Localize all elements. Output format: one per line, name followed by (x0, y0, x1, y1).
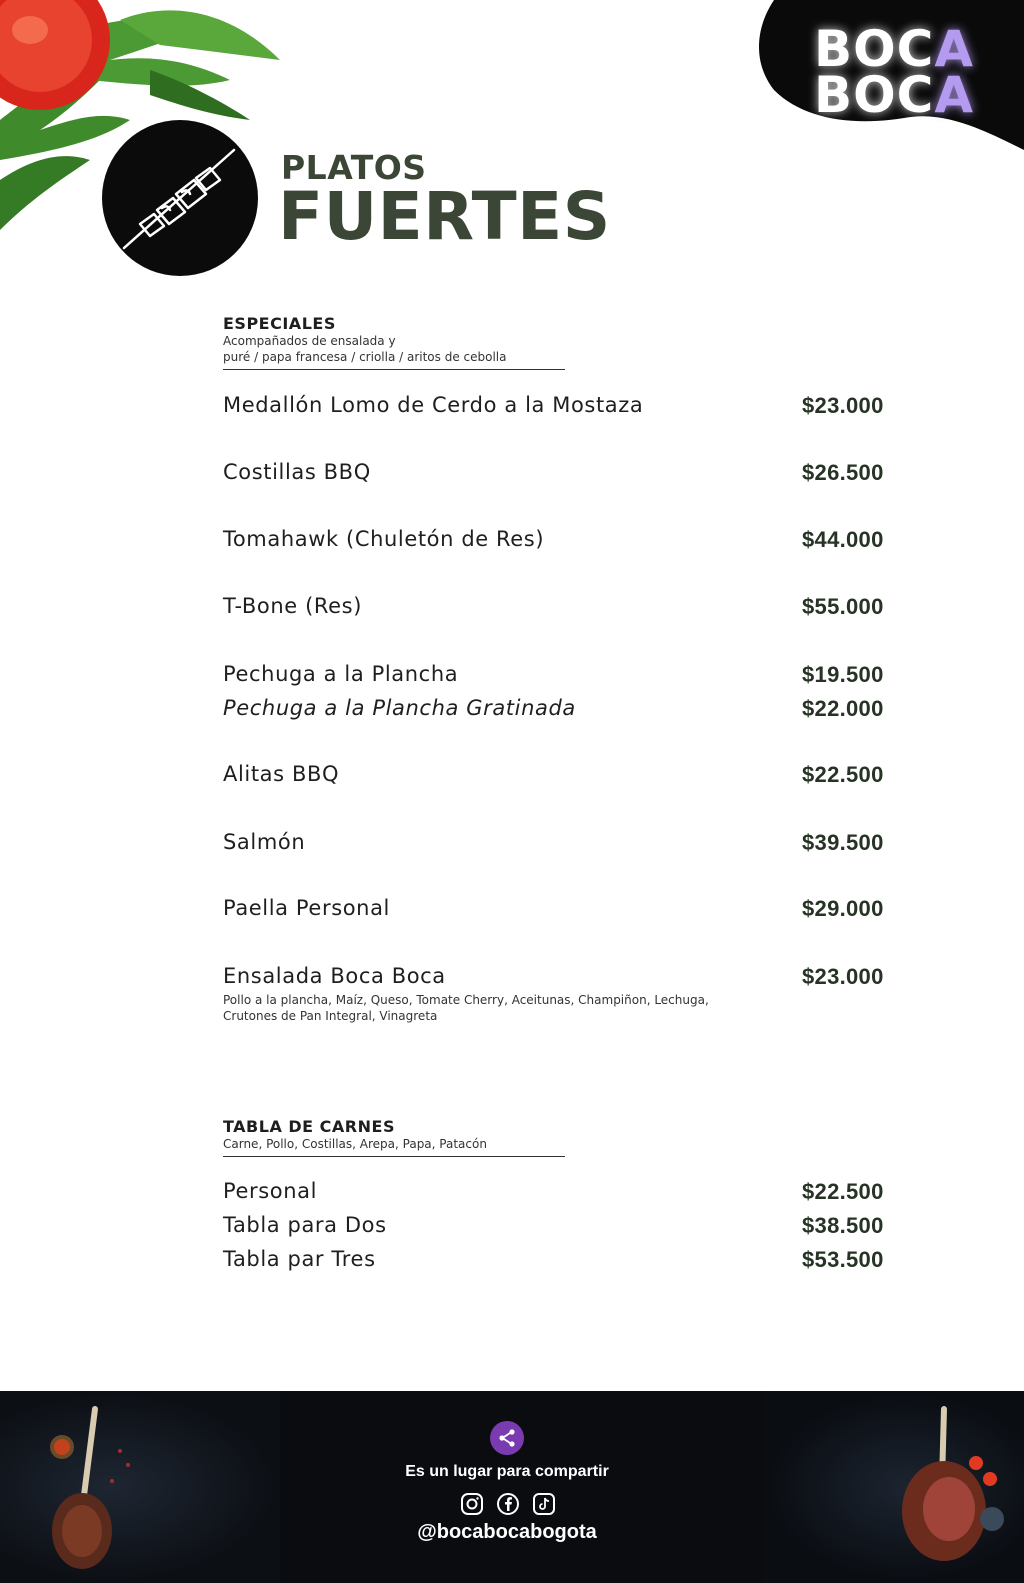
instagram-link[interactable] (459, 1491, 485, 1517)
social-handle: @bocabocabogota (417, 1521, 597, 1543)
item-description-line: Crutones de Pan Integral, Vinagreta (223, 1009, 438, 1023)
item-price: $38.500 (802, 1213, 884, 1238)
facebook-icon (496, 1492, 520, 1516)
menu-item (223, 964, 913, 1024)
item-price: $53.500 (802, 1247, 884, 1272)
section-subtitle: Acompañados de ensalada y (223, 334, 396, 348)
instagram-icon (460, 1492, 484, 1516)
section-header-especiales (223, 314, 565, 370)
section-header-tabla (223, 1117, 565, 1157)
section-subtitle: puré / papa francesa / criolla / aritos de cebolla (223, 350, 507, 364)
item-price: $22.500 (802, 1179, 884, 1204)
item-price: $23.000 (802, 964, 884, 989)
footer-tagline: Es un lugar para compartir (405, 1463, 609, 1480)
item-name: Tomahawk (Chuletón de Res) (223, 527, 545, 551)
page-title-small: PLATOS (281, 148, 427, 187)
steak-illustration (0, 1391, 280, 1583)
item-price: $22.500 (802, 762, 884, 787)
item-name: T-Bone (Res) (223, 594, 362, 618)
menu-item (223, 662, 913, 686)
item-price: $29.000 (802, 896, 884, 921)
item-price: $55.000 (802, 594, 884, 619)
skewer-icon (102, 120, 258, 276)
item-name: Tabla par Tres (223, 1247, 376, 1271)
item-name: Pechuga a la Plancha Gratinada (223, 696, 576, 720)
share-icon (497, 1428, 517, 1448)
item-name: Pechuga a la Plancha (223, 662, 459, 686)
logo-line2: BOC (814, 66, 935, 124)
item-price: $44.000 (802, 527, 884, 552)
section-subtitle: Carne, Pollo, Costillas, Arepa, Papa, Patacón (223, 1137, 487, 1151)
menu-item (223, 1247, 913, 1271)
logo-line2-accent: A (934, 66, 975, 124)
item-price: $19.500 (802, 662, 884, 687)
item-price: $22.000 (802, 696, 884, 721)
footer (0, 1391, 1024, 1583)
section-title: TABLA DE CARNES (223, 1117, 395, 1136)
facebook-link[interactable] (495, 1491, 521, 1517)
footer-steak-image-left (0, 1391, 280, 1583)
logo-line1-accent: A (934, 20, 975, 78)
brand-logo (814, 20, 984, 124)
menu-item (223, 527, 913, 551)
share-button[interactable] (490, 1421, 524, 1455)
steak-illustration (764, 1391, 1024, 1583)
tiktok-link[interactable] (531, 1491, 557, 1517)
item-price: $23.000 (802, 393, 884, 418)
item-name: Medallón Lomo de Cerdo a la Mostaza (223, 393, 644, 417)
menu-item (223, 1213, 913, 1237)
footer-steak-image-right (764, 1391, 1024, 1583)
social-links (459, 1491, 557, 1517)
item-name: Ensalada Boca Boca (223, 964, 446, 988)
menu-item (223, 1179, 913, 1203)
skewer-icon-badge (102, 120, 258, 276)
menu-item (223, 830, 913, 854)
menu-item (223, 696, 913, 720)
item-name: Personal (223, 1179, 318, 1203)
item-description (223, 992, 763, 1024)
item-description-line: Pollo a la plancha, Maíz, Queso, Tomate Cherry, Aceitunas, Champiñon, Lechuga, (223, 993, 709, 1007)
menu-item (223, 896, 913, 920)
item-name: Alitas BBQ (223, 762, 340, 786)
item-name: Paella Personal (223, 896, 390, 920)
item-price: $39.500 (802, 830, 884, 855)
menu-item (223, 460, 913, 484)
tiktok-icon (532, 1492, 556, 1516)
logo-line1: BOC (814, 20, 935, 78)
item-name: Tabla para Dos (223, 1213, 387, 1237)
section-title: ESPECIALES (223, 314, 336, 333)
item-name: Salmón (223, 830, 306, 854)
item-name: Costillas BBQ (223, 460, 371, 484)
menu-item (223, 393, 913, 417)
menu-item (223, 762, 913, 786)
page-title: FUERTES (278, 178, 611, 255)
item-price: $26.500 (802, 460, 884, 485)
menu-item (223, 594, 913, 618)
